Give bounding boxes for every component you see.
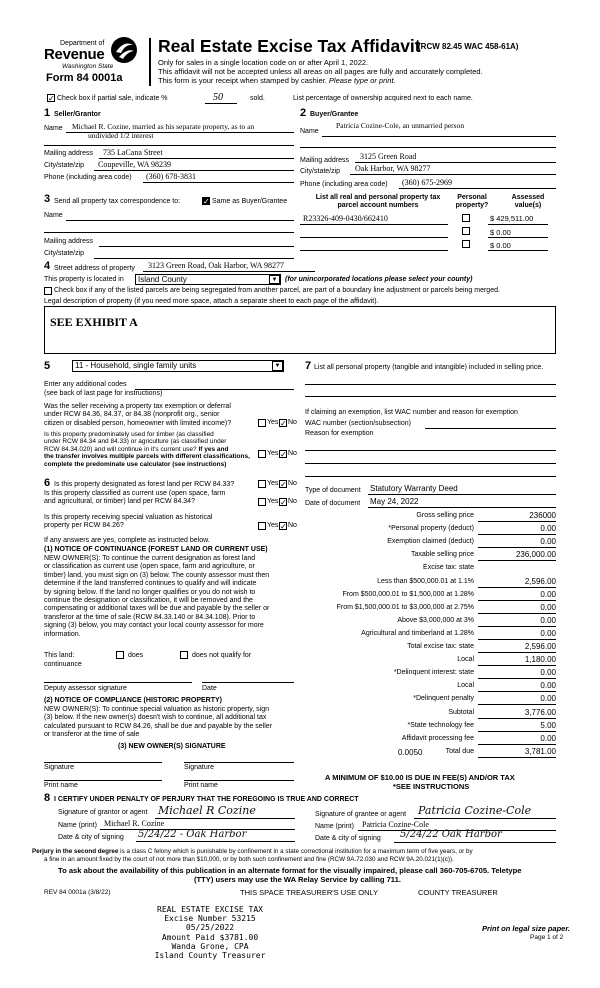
- alt-format-notice: To ask about the availability of this publication in an alternate format for the visually impaired, please call 360-705-6705. Teletype: [58, 866, 522, 875]
- historic-question: Is this property receiving special valuation as historical property per RCW 84.26?: [44, 514, 213, 530]
- segregation-checkbox[interactable]: [44, 287, 52, 295]
- buyer-mail-line: [355, 162, 556, 163]
- tax-row-value[interactable]: 0.00: [540, 694, 556, 704]
- deputy-date-line: [202, 682, 294, 683]
- seller-phone-label: Phone (including area code): [44, 174, 132, 181]
- legal-paper-note: Print on legal size paper.: [482, 924, 570, 933]
- historic-yes-checkbox[interactable]: [258, 522, 266, 530]
- tax-row-label: Affidavit processing fee: [401, 734, 474, 742]
- county-note: (for unincorporated locations please select your county): [285, 276, 473, 283]
- perjury-notice: Perjury in the second degree is a class C felony which is punishable by confinement in a state correctional institution for a maximum term of five years, or by: [32, 848, 473, 855]
- does-checkbox[interactable]: [116, 651, 124, 659]
- tax-row-line: [478, 639, 556, 640]
- notice-2-text: NEW OWNER(S): To continue special valuation as historic property, sign (3) below. If the new owner(s) doesn't wish to continue, all additional tax calculated pursuant to RCW 84.26, shall be due and payable by the seller or transferor at the time of sale: [44, 706, 273, 739]
- seller-name[interactable]: Michael R. Cozine, married as his separate property, as to an: [72, 122, 255, 131]
- reason-line-1: [305, 450, 556, 451]
- county-treasurer: COUNTY TREASURER: [418, 888, 498, 897]
- page-title: Real Estate Excise Tax Affidavit: [158, 36, 421, 56]
- reason-line-2: [305, 463, 556, 464]
- seller-city[interactable]: Coupeville, WA 98239: [98, 160, 171, 169]
- section-8-number: 8: [44, 792, 51, 804]
- doc-type-label: Type of document: [305, 487, 361, 494]
- timber-yes-label: Yes: [267, 450, 279, 457]
- seller-heading: Seller/Grantor: [54, 111, 101, 118]
- tax-row-value[interactable]: 2,596.00: [524, 576, 556, 586]
- section-3-number: 3: [44, 193, 51, 205]
- parcel-number[interactable]: R23326-409-0430/662410: [303, 214, 388, 223]
- corr-name-label: Name: [44, 212, 63, 219]
- header-divider: [149, 38, 151, 86]
- county-dropdown-icon[interactable]: ▼: [269, 275, 280, 284]
- header-note-3: This form is your receipt when stamped by cashier. Please type or print.: [158, 76, 396, 85]
- section-5-number: 5: [44, 360, 51, 372]
- section-4-number: 4: [44, 260, 51, 272]
- historic-no-checkbox[interactable]: ✓: [280, 522, 287, 531]
- section-6-number: 6: [44, 477, 51, 489]
- revision: REV 84 0001a (3/8/22): [44, 889, 111, 896]
- forest-yes-label: Yes: [267, 480, 279, 487]
- buyer-name-line-2: [300, 147, 556, 148]
- parcel-line-3: [300, 250, 448, 251]
- personal-checkbox-3[interactable]: [462, 240, 470, 248]
- buyer-heading: Buyer/Grantee: [310, 111, 359, 118]
- reason-line-3: [305, 476, 556, 477]
- notice-1-heading: (1) NOTICE OF CONTINUANCE (FOREST LAND OR CURRENT USE): [44, 546, 268, 553]
- tax-row-line: [478, 665, 556, 666]
- additional-codes-label: Enter any additional codes: [44, 381, 127, 388]
- notice-3-heading: (3) NEW OWNER(S) SIGNATURE: [118, 743, 226, 750]
- timber-no-checkbox[interactable]: ✓: [280, 450, 287, 459]
- seller-mail[interactable]: 735 LaCana Street: [103, 148, 163, 157]
- deputy-sig-label: Deputy assessor signature: [44, 685, 127, 692]
- tax-row-label: From $500,000.01 to $1,500,000 at 1.28%: [342, 590, 474, 598]
- current-use-no-label: No: [288, 498, 297, 505]
- buyer-mail[interactable]: 3125 Green Road: [360, 152, 417, 161]
- parcels-header: List all real and personal property tax parcel account numbers: [315, 194, 441, 210]
- exemption-question: Was the seller receiving a property tax exemption or deferral under RCW 84.36, 84.37, or 84.38 (nonprofit org., senior citizen or disabled person, homeowner with limited income)?: [44, 403, 232, 427]
- tax-row-line: [478, 757, 556, 758]
- property-address[interactable]: 3123 Green Road, Oak Harbor, WA 98277: [148, 261, 284, 270]
- street-label: Street address of property: [54, 265, 135, 272]
- tax-row-label: Less than $500,000.01 at 1.1%: [377, 577, 474, 585]
- grantor-date-city[interactable]: 5/24/22 - Oak Harbor: [138, 829, 247, 840]
- tax-row-label: Taxable selling price: [410, 551, 474, 559]
- seller-phone-line: [143, 182, 294, 183]
- buyer-mail-label: Mailing address: [300, 157, 350, 164]
- tax-row-value[interactable]: 0.00: [540, 602, 556, 612]
- ownership-note: List percentage of ownership acquired next to each name.: [293, 95, 473, 102]
- tax-row-label: Local: [457, 656, 474, 664]
- tax-row-value[interactable]: 0.00: [540, 537, 556, 547]
- section-2-number: 2: [300, 107, 307, 119]
- tax-row-line: [478, 704, 556, 705]
- tax-row-line: [478, 560, 556, 561]
- tax-row-label: *Delinquent penalty: [413, 695, 474, 703]
- current-use-no-checkbox[interactable]: ✓: [280, 498, 287, 507]
- seller-phone[interactable]: (360) 678-3831: [146, 172, 196, 181]
- timber-question: Is this property predominately used for timber (as classified under RCW 84.34 and 84.33) or agriculture (as classified under RCW 84.34.020) and will continue in it's current use? If yes and the transfer involves multiple parcels with different classifications, complete the predominate use calculator (see instructions): [44, 431, 250, 468]
- dept-label: Department of: [60, 40, 105, 47]
- tax-row-label: From $1,500,000.01 to $3,000,000 at 2.75%: [336, 603, 474, 611]
- personal-property-label: List all personal property (tangible and intangible) included in selling price.: [314, 364, 544, 371]
- assessed-value-2[interactable]: $ 0.00: [490, 228, 511, 237]
- tax-row-label: Above $3,000,000 at 3%: [397, 616, 474, 624]
- partial-sale-percent[interactable]: 50: [213, 92, 223, 103]
- deputy-date-label: Date: [202, 685, 217, 692]
- tax-row-line: [478, 691, 556, 692]
- state-label: Washington State: [62, 63, 114, 70]
- doc-type[interactable]: Statutory Warranty Deed: [370, 484, 458, 493]
- does-not-checkbox[interactable]: [180, 651, 188, 659]
- does-not-label: does not qualify for: [192, 652, 252, 659]
- does-label: does: [128, 652, 144, 659]
- assessed-header: Assessed value(s): [511, 194, 545, 210]
- assessed-value-3[interactable]: $ 0.00: [490, 241, 511, 250]
- assessed-line-2: [488, 237, 548, 238]
- section-7-number: 7: [305, 360, 312, 372]
- personal-checkbox-1[interactable]: [462, 214, 470, 222]
- personal-header: Personal property?: [455, 194, 489, 210]
- owner-print-line-2: [184, 780, 294, 781]
- tax-row-value[interactable]: 3,776.00: [524, 707, 556, 717]
- grantor-sig-label: Signature of grantor or agent: [58, 809, 148, 816]
- exemption-yes-label: Yes: [267, 419, 279, 426]
- grantor-date-line: [136, 841, 295, 842]
- answer-note: If any answers are yes, complete as instructed below.: [44, 537, 210, 544]
- current-use-question: Is this property classified as current use (open space, farm and agricultural, or timber) land per RCW 84.34?: [44, 490, 226, 506]
- tax-row-label: Exemption claimed (deduct): [387, 538, 474, 546]
- corr-mail-line: [99, 246, 294, 247]
- tax-row-value[interactable]: 0.00: [540, 681, 556, 691]
- title-citation: (RCW 82.45 WAC 458-61A): [418, 42, 519, 51]
- grantor-print-name[interactable]: Michael R. Cozine: [104, 819, 165, 828]
- forest-no-checkbox[interactable]: ✓: [280, 480, 287, 489]
- notice-2-heading: (2) NOTICE OF COMPLIANCE (HISTORIC PROPERTY): [44, 697, 222, 704]
- current-use-yes-checkbox[interactable]: [258, 498, 266, 506]
- certification: I CERTIFY UNDER PENALTY OF PERJURY THAT THE FOREGOING IS TRUE AND CORRECT: [54, 796, 359, 803]
- parcel-line-1: [300, 224, 448, 225]
- seller-city-label: City/state/zip: [44, 162, 85, 169]
- owner-signature-label-2: Signature: [184, 764, 214, 771]
- tax-row-value[interactable]: 1,180.00: [524, 655, 556, 665]
- tax-row-value[interactable]: 5.00: [540, 720, 556, 730]
- corr-line-2: [44, 232, 294, 233]
- county-value: Island County: [138, 275, 187, 284]
- exemption-no-checkbox[interactable]: ✓: [280, 419, 287, 428]
- segregation-label: Check box if any of the listed parcels are being segregated from another parcel, are part of a boundary line adjustment or parcels being merged.: [54, 287, 500, 294]
- header-note-1: Only for sales in a single location code on or after April 1, 2022.: [158, 58, 369, 67]
- buyer-phone[interactable]: (360) 675-2969: [402, 178, 452, 187]
- corr-city-line: [94, 258, 294, 259]
- grantee-signature[interactable]: Patricia Cozine-Cole: [418, 804, 532, 817]
- buyer-city-label: City/state/zip: [300, 168, 341, 175]
- partial-sale-label: Check box if partial sale, indicate %: [57, 95, 168, 102]
- tax-row-line: [478, 587, 556, 588]
- grantee-date-city[interactable]: 5/24/22 Oak Harbor: [400, 829, 502, 840]
- tax-row-line: [478, 652, 556, 653]
- forest-question: Is this property designated as forest land per RCW 84.33?: [54, 481, 235, 488]
- grantee-sig-label: Signature of grantee or agent: [315, 811, 407, 818]
- tax-row-value[interactable]: 236000: [529, 511, 556, 520]
- alt-format-notice-2: (TTY) users may use the WA Relay Service by calling 711.: [194, 875, 401, 884]
- percent-underline: [205, 103, 237, 104]
- reason-label: Reason for exemption: [305, 430, 374, 437]
- doc-date-label: Date of document: [305, 500, 361, 507]
- grantor-print-label: Name (print): [58, 822, 97, 829]
- personal-checkbox-2[interactable]: [462, 227, 470, 235]
- seller-city-line: [94, 170, 294, 171]
- tax-row-line: [478, 534, 556, 535]
- tax-row-line: [478, 678, 556, 679]
- grantee-print-name[interactable]: Patricia Cozine-Cole: [362, 820, 429, 829]
- historic-no-label: No: [288, 522, 297, 529]
- corr-mail-label: Mailing address: [44, 238, 94, 245]
- grantee-print-label: Name (print): [315, 823, 354, 830]
- tax-row-value[interactable]: 2,596.00: [524, 642, 556, 651]
- assessed-value-1[interactable]: $ 429,511.00: [490, 214, 534, 223]
- tax-row-label: *Personal property (deduct): [388, 525, 474, 533]
- owner-print-line-1: [44, 780, 162, 781]
- legal-desc-label: Legal description of property (if you need more space, attach a separate sheet to each page of the affidavit).: [44, 298, 379, 305]
- same-as-buyer-label: Same as Buyer/Grantee: [212, 198, 288, 205]
- buyer-phone-label: Phone (including area code): [300, 181, 388, 188]
- grantor-sig-line: [155, 818, 295, 819]
- tax-row-label: *Delinquent interest: state: [393, 669, 474, 677]
- section-1-number: 1: [44, 107, 51, 119]
- tax-row-value[interactable]: 0.00: [540, 733, 556, 743]
- codes-instructions: (see back of last page for instructions): [44, 390, 163, 397]
- grantee-sig-line: [414, 818, 556, 819]
- grantee-date-label: Date & city of signing: [315, 835, 381, 842]
- tax-row-line: [478, 600, 556, 601]
- tax-row-label: Agricultural and timberland at 1.28%: [361, 629, 474, 637]
- located-label: This property is located in: [44, 276, 124, 283]
- partial-sale-checkbox[interactable]: ✓: [48, 94, 55, 103]
- correspondence-label: Send all property tax correspondence to:: [54, 198, 181, 205]
- treasurer-space: THIS SPACE TREASURER'S USE ONLY: [240, 888, 379, 897]
- street-line: [143, 271, 315, 272]
- owner-print-label-2: Print name: [184, 782, 218, 789]
- forest-no-label: No: [288, 480, 297, 487]
- wac-line: [425, 428, 556, 429]
- historic-yes-label: Yes: [267, 522, 279, 529]
- this-land-label: This land:: [44, 652, 75, 659]
- see-instructions: *SEE INSTRUCTIONS: [393, 782, 470, 791]
- exemption-yes-checkbox[interactable]: [258, 419, 266, 427]
- partial-sold-label: sold.: [250, 95, 265, 102]
- tax-row-label: *State technology fee: [407, 721, 474, 729]
- form-number: Form 84 0001a: [46, 72, 123, 84]
- treasurer-stamp: REAL ESTATE EXCISE TAX Excise Number 53215 05/25/2022 Amount Paid $3781.00 Wanda Grone, CPA Island County Treasurer: [154, 905, 266, 960]
- tax-row-label: Gross selling price: [416, 512, 474, 519]
- tax-row-value[interactable]: 0.00: [540, 668, 556, 678]
- buyer-name-line: [322, 136, 556, 137]
- deputy-sig-line: [44, 682, 192, 683]
- doc-date[interactable]: May 24, 2022: [370, 497, 419, 506]
- tax-row-value[interactable]: 0.00: [540, 524, 556, 534]
- tax-row-value[interactable]: 0.00: [540, 615, 556, 625]
- tax-row-label: Local: [457, 682, 474, 690]
- tax-row-line: [478, 521, 556, 522]
- seller-name-line-2: [44, 145, 294, 146]
- tax-row-value[interactable]: 236,000.00: [515, 550, 556, 560]
- forest-yes-checkbox[interactable]: [258, 480, 266, 488]
- legal-description-box[interactable]: [44, 306, 556, 354]
- corr-city-label: City/state/zip: [44, 250, 85, 257]
- tax-row-label: Excise tax: state: [423, 564, 474, 572]
- exempt-label: If claiming an exemption, list WAC number and reason for exemption: [305, 409, 518, 416]
- land-use-dropdown-icon[interactable]: ▼: [272, 361, 283, 371]
- local-rate: 0.0050: [398, 748, 423, 757]
- pp-line-1: [305, 384, 556, 385]
- corr-name-line: [66, 220, 294, 221]
- buyer-name[interactable]: Patricia Cozine-Cole, an unmarried person: [336, 121, 465, 130]
- perjury-notice-2: a fine in an amount fixed by the court of not more than $10,000, or by both such confinement and fine (RCW 9A.72.030 and RCW 9A.20.021(1)(c)).: [44, 856, 454, 863]
- dor-logo-icon: [110, 36, 138, 64]
- same-as-buyer-checkbox[interactable]: ✓: [203, 197, 210, 206]
- header-note-2: This affidavit will not be accepted unless all areas on all pages are fully and accurately completed.: [158, 67, 483, 76]
- tax-row-value[interactable]: 3,781.00: [524, 746, 556, 756]
- assessed-line-3: [488, 250, 548, 251]
- current-use-yes-label: Yes: [267, 498, 279, 505]
- minimum-note: A MINIMUM OF $10.00 IS DUE IN FEE(S) AND/OR TAX: [325, 773, 515, 782]
- doc-type-line: [368, 494, 556, 495]
- seller-mail-line: [99, 158, 294, 159]
- buyer-phone-line: [399, 188, 556, 189]
- page-number: Page 1 of 2: [530, 934, 564, 941]
- buyer-name-label: Name: [300, 128, 319, 135]
- tax-row-value[interactable]: 0.00: [540, 589, 556, 599]
- revenue-wordmark: Revenue: [44, 46, 105, 63]
- seller-name-cont[interactable]: undivided 1/2 interest: [88, 131, 154, 140]
- doc-date-line: [368, 507, 556, 508]
- tax-row-label: Total excise tax: state: [407, 643, 474, 650]
- buyer-city-line: [350, 174, 556, 175]
- tax-row-line: [478, 626, 556, 627]
- assessed-line-1: [488, 224, 548, 225]
- parcel-line-2: [300, 237, 448, 238]
- tax-row-line: [478, 547, 556, 548]
- notice-1-text: NEW OWNER(S): To continue the current designation as forest land or classification as current use (open space, farm and agriculture, or timber) land, you must sign on (3) below. The county assessor must then determine if the land transferred continues to qualify and will indicate by signing below. If the land no longer qualifies or you do not wish to continue the designation or classification, it will be removed and the compensating or additional taxes will be due and payable by the seller or transferor at the time of sale (RCW 84.33.140 or 84.34.108). Prior to signing (3) below, you may contact your local county assessor for more information.: [44, 555, 270, 638]
- legal-description: SEE EXHIBIT A: [50, 315, 138, 329]
- tax-row-line: [478, 731, 556, 732]
- owner-sig-line-1: [44, 762, 162, 763]
- owner-print-label-1: Print name: [44, 782, 78, 789]
- tax-row-label: Total due: [445, 747, 474, 755]
- tax-row-line: [478, 613, 556, 614]
- grantor-date-label: Date & city of signing: [58, 834, 124, 841]
- grantor-signature[interactable]: Michael R Cozine: [158, 804, 256, 817]
- owner-sig-line-2: [184, 762, 294, 763]
- tax-row-value[interactable]: 0.00: [540, 628, 556, 638]
- grantee-date-line: [394, 842, 556, 843]
- land-use-value: 11 - Household, single family units: [75, 361, 197, 370]
- pp-line-2: [305, 396, 556, 397]
- owner-signature-label-1: Signature: [44, 764, 74, 771]
- exemption-no-label: No: [288, 419, 297, 426]
- buyer-city[interactable]: Oak Harbor, WA 98277: [355, 164, 431, 173]
- timber-no-label: No: [288, 450, 297, 457]
- timber-yes-checkbox[interactable]: [258, 450, 266, 458]
- seller-name-label: Name: [44, 125, 63, 132]
- tax-row-line: [478, 744, 556, 745]
- wac-label: WAC number (section/subsection): [305, 420, 411, 427]
- continuance-label: continuance: [44, 661, 82, 668]
- tax-row-label: Subtotal: [448, 708, 474, 716]
- seller-mail-label: Mailing address: [44, 150, 94, 157]
- tax-row-line: [478, 718, 556, 719]
